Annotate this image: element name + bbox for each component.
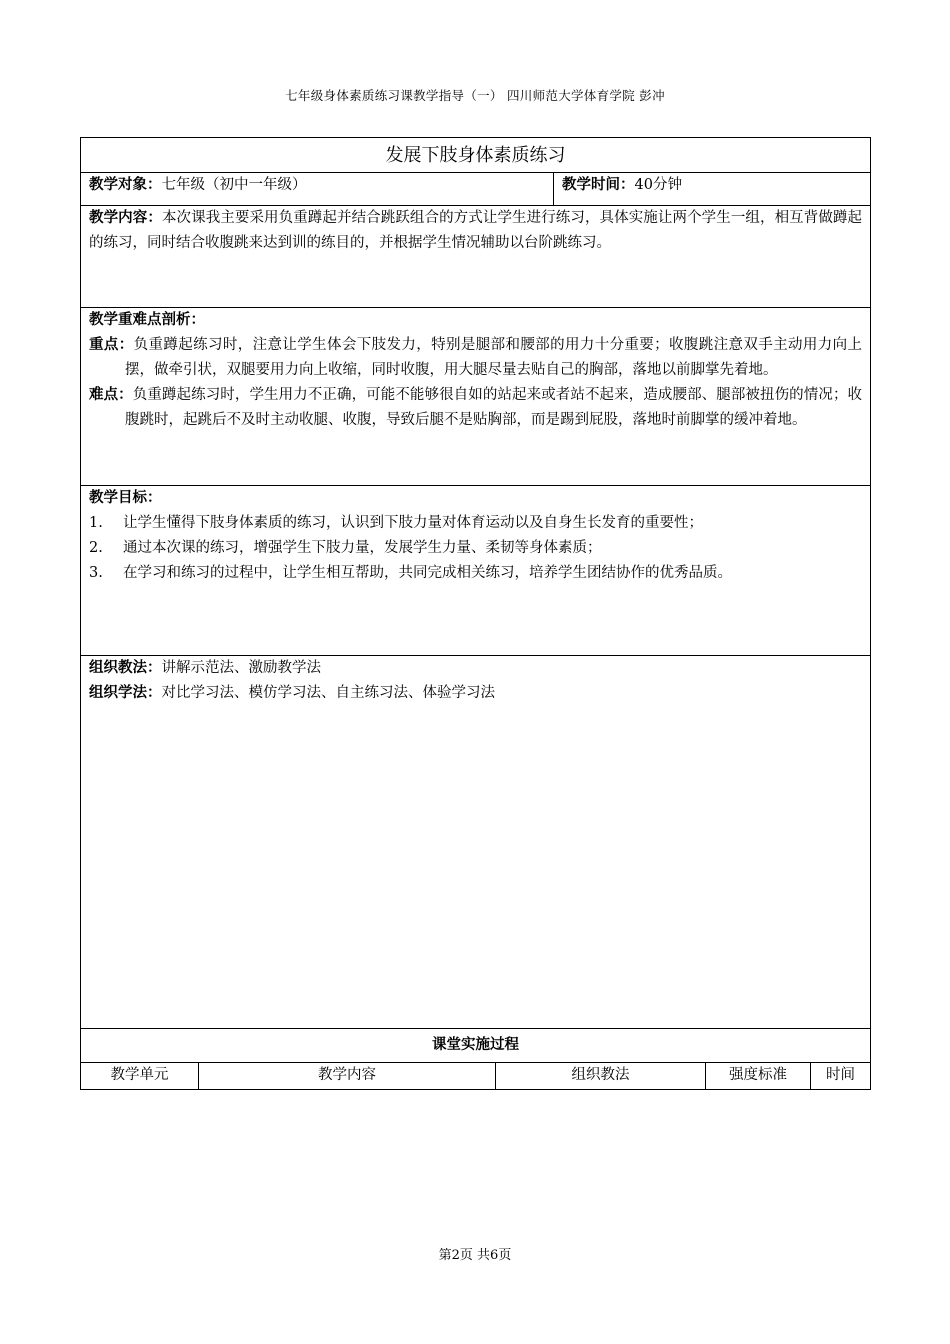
analysis-cell [81,308,871,486]
column-header-content: 教学内容 [199,1063,496,1090]
goal-item: 3. 在学习和练习的过程中，让学生相互帮助，共同完成相关练习，培养学生团结协作的优秀品质。 [89,565,732,581]
time-label: 教学时间： [562,177,635,193]
difficulty-point [89,383,862,433]
target-cell [81,173,554,206]
lesson-plan-table [80,137,871,1090]
key-point [89,333,862,383]
content-cell [81,206,871,308]
difficulty-label: 难点： [89,387,133,403]
learn-method: 组织学法：对比学习法、模仿学习法、自主练习法、体验学习法 [89,685,495,701]
key-text: 负重蹲起练习时，注意让学生体会下肢发力，特别是腿部和腰部的用力十分重要；收腹跳注意双手主动用力向上摆，做牵引状，双腿要用力向上收缩，同时收腹，用大腿尽量去贴自己的胸部，落地以前脚掌先着地。 [125,337,863,378]
lesson-title: 发展下肢身体素质练习 [81,138,871,173]
analysis-row [81,308,871,486]
goals-label: 教学目标： [89,490,162,506]
column-header-method: 组织教法 [496,1063,706,1090]
page-header: 七年级身体素质练习课教学指导（一） 四川师范大学体育学院 彭冲 [285,88,665,103]
time-cell [554,173,871,206]
goals-list [89,511,862,586]
goals-cell [81,486,871,656]
column-header-row [81,1063,871,1090]
content-label: 教学内容： [89,210,162,226]
methods-cell [81,656,871,1029]
key-label: 重点： [89,337,134,353]
methods-row [81,656,871,1029]
content-text: 本次课我主要采用负重蹲起并结合跳跃组合的方式让学生进行练习，具体实施让两个学生一组，相互背做蹲起的练习，同时结合收腹跳来达到训的练目的，并根据学生情况辅助以台阶跳练习。 [89,210,863,251]
process-title: 课堂实施过程 [81,1029,871,1063]
column-header-time: 时间 [811,1063,871,1090]
goal-item: 2. 通过本次课的练习，增强学生下肢力量，发展学生力量、柔韧等身体素质； [89,540,602,556]
teach-method: 组织教法：讲解示范法、激励教学法 [89,660,321,676]
difficulty-text: 负重蹲起练习时，学生用力不正确，可能不能够很自如的站起来或者站不起来，造成腰部、腿部被扭伤的情况；收腹跳时，起跳后不及时主动收腿、收腹，导致后腿不是贴胸部，而是踢到屁股，落地时前脚掌的缓冲着地。 [125,387,863,428]
target-value: 七年级（初中一年级） [161,177,307,193]
process-title-row [81,1029,871,1063]
column-header-intensity: 强度标准 [706,1063,811,1090]
analysis-label: 教学重难点剖析： [89,312,205,328]
page-footer: 第2页 共6页 [438,1248,512,1263]
content-row [81,206,871,308]
goal-item: 1. 让学生懂得下肢身体素质的练习，认识到下肢力量对体育运动以及自身生长发育的重要性； [89,515,703,531]
title-row [81,138,871,173]
time-value: 40分钟 [634,177,682,193]
goals-row [81,486,871,656]
column-header-unit: 教学单元 [81,1063,199,1090]
target-label: 教学对象： [89,177,162,193]
target-time-row [81,173,871,206]
